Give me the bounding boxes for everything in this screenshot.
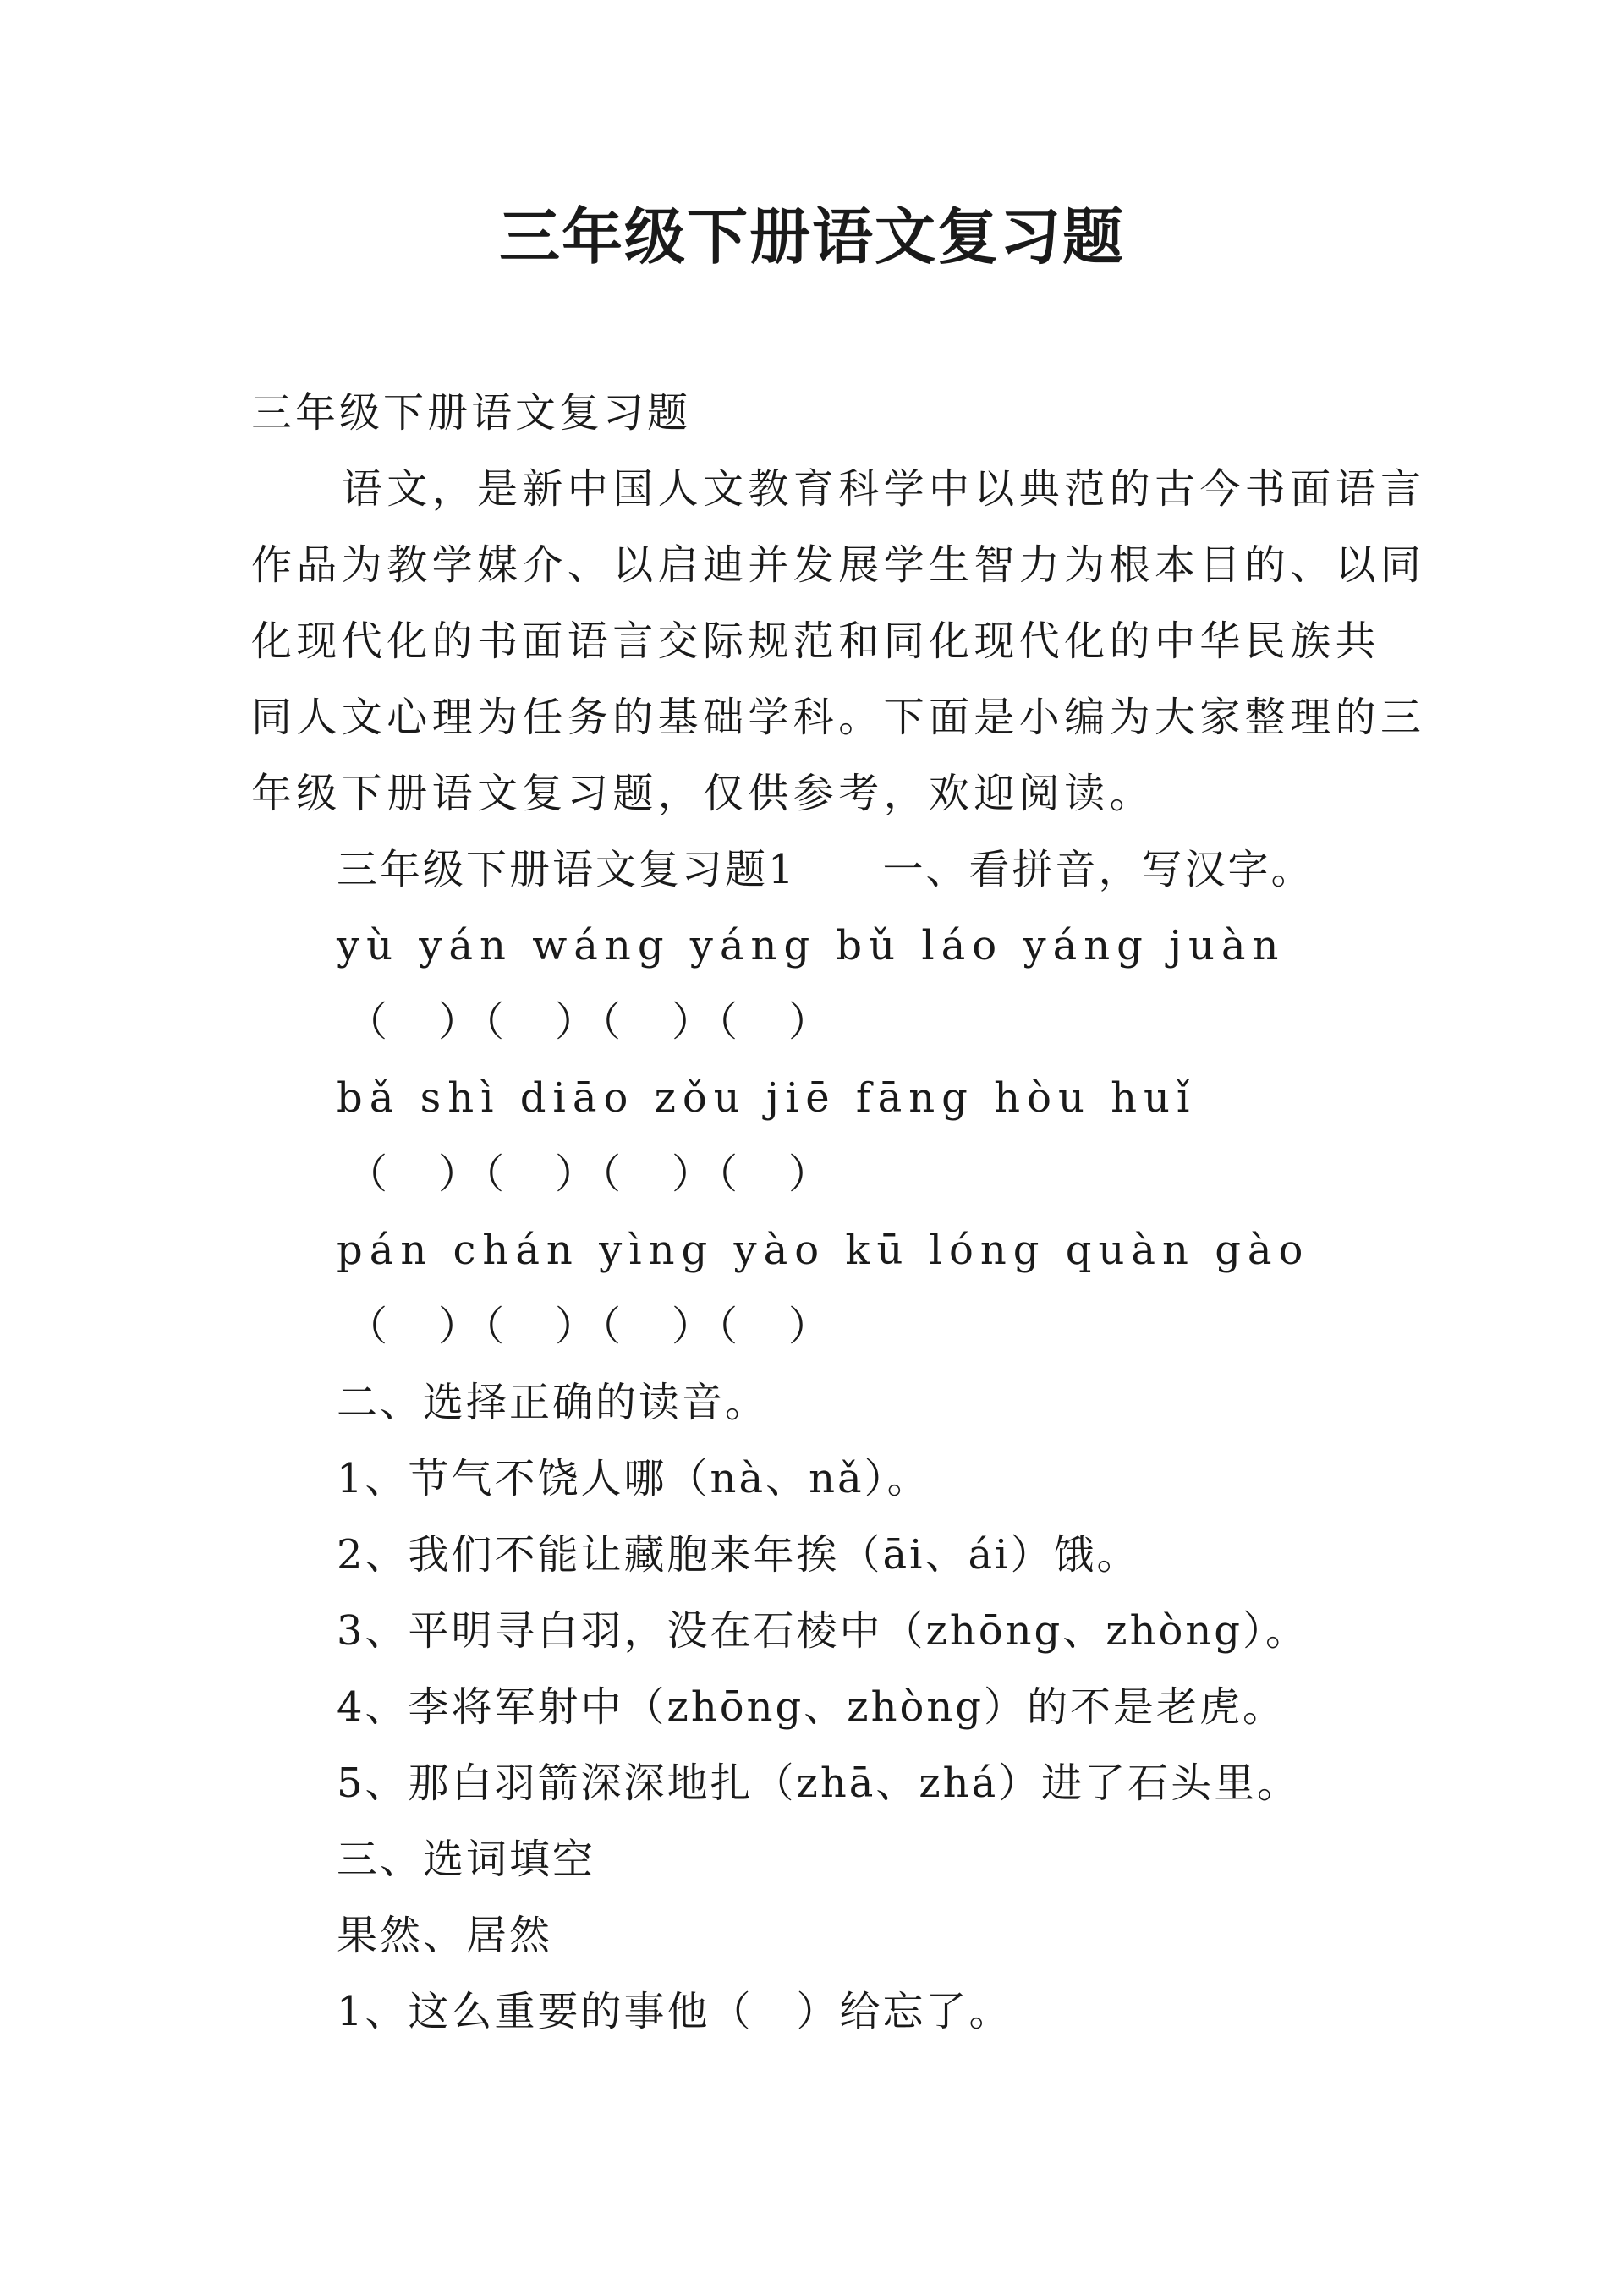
blank-row: （ ）（ ）（ ）（ ） (347, 1303, 835, 1350)
pinyin-row: yù yán wáng yáng bǔ láo yáng juàn (337, 922, 1286, 969)
pinyin-row: pán chán yìng yào kū lóng quàn gào (337, 1227, 1310, 1274)
question-item: 1、这么重要的事他（ ）给忘了。 (337, 1988, 1012, 2035)
section3-heading: 三、选词填空 (337, 1836, 596, 1883)
section2-heading: 二、选择正确的读音。 (337, 1379, 769, 1426)
blank-row: （ ）（ ）（ ）（ ） (347, 1150, 835, 1198)
blank-row: （ ）（ ）（ ）（ ） (347, 998, 835, 1046)
document-title: 三年级下册语文复习题 (498, 201, 1125, 272)
question-item: 4、李将军射中（zhōng、zhòng）的不是老虎。 (337, 1683, 1287, 1731)
word-choices: 果然、居然 (337, 1912, 553, 1959)
document-subtitle: 三年级下册语文复习题 (251, 389, 692, 436)
question-item: 1、节气不饶人哪（nà、nǎ）。 (337, 1455, 930, 1502)
question-item: 5、那白羽箭深深地扎（zhā、zhá）进了石头里。 (337, 1760, 1301, 1807)
question-item: 3、平明寻白羽，没在石棱中（zhōng、zhòng）。 (337, 1607, 1309, 1655)
question-item: 2、我们不能让藏胞来年挨（āi、ái）饿。 (337, 1531, 1140, 1578)
intro-line: 同人文心理为任务的基础学科。下面是小编为大家整理的三 (251, 694, 1426, 741)
intro-line: 化现代化的书面语言交际规范和同化现代化的中华民族共 (251, 618, 1381, 665)
pinyin-row: bǎ shì diāo zǒu jiē fāng hòu huǐ (337, 1074, 1197, 1122)
intro-line: 作品为教学媒介、以启迪并发展学生智力为根本目的、以同 (251, 541, 1426, 589)
intro-line: 年级下册语文复习题，仅供参考，欢迎阅读。 (251, 770, 1155, 817)
intro-line: 语文，是新中国人文教育科学中以典范的古今书面语言 (251, 465, 1426, 513)
section1-heading: 三年级下册语文复习题1 一、看拼音，写汉字。 (337, 846, 1314, 893)
